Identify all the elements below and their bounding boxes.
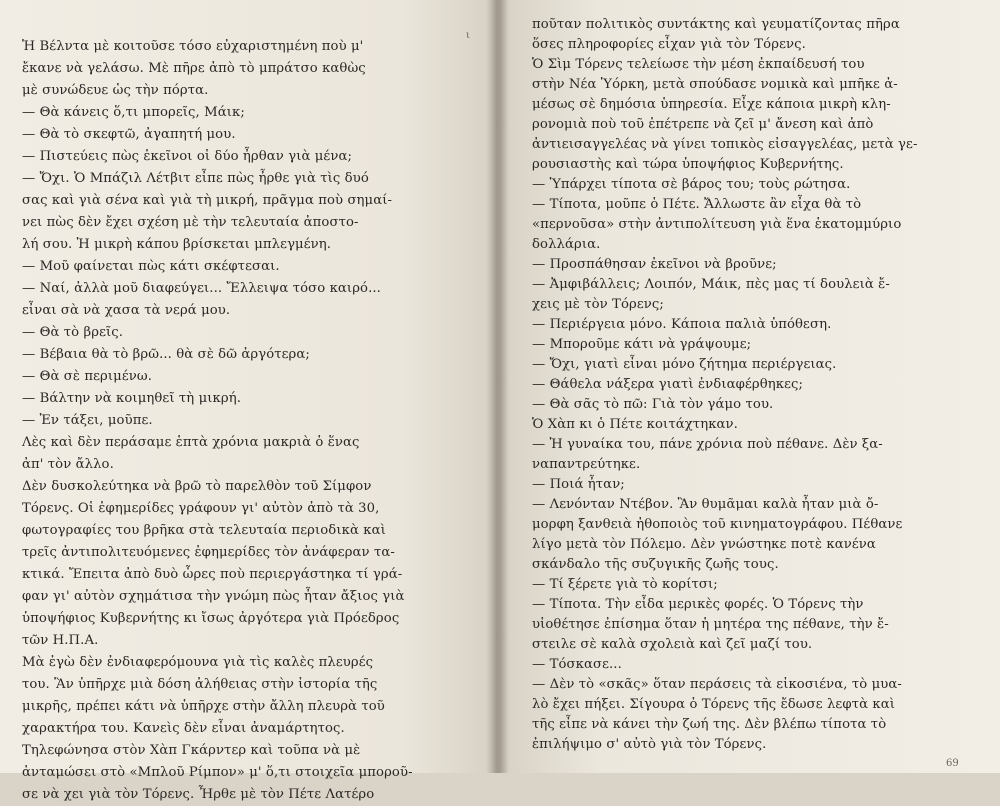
text-line: ἀπ' τὸν ἄλλο. <box>22 457 114 472</box>
text-line: ρουσιαστὴς καὶ τώρα ὑποψήφιος Κυβερνήτης. <box>532 157 844 172</box>
text-line: — Ὑπάρχει τίποτα σὲ βάρος του; τοὺς ρώτησα. <box>532 177 851 192</box>
text-line: — Περιέργεια μόνο. Κάποια παλιὰ ὑπόθεση. <box>532 317 832 332</box>
text-line: λή σου. Ἡ μικρὴ κάπου βρίσκεται μπλεγμένη. <box>22 237 332 252</box>
left-page <box>0 0 488 802</box>
text-line: εἶναι σὰ νὰ χασα τὰ νερά μου. <box>22 303 231 318</box>
text-line: «περνοῦσα» στὴν ἀντιπολίτευση γιὰ ἕνα ἑκατομμύριο <box>532 217 902 232</box>
text-line: λίγο μετὰ τὸν Πόλεμο. Δὲν γνώστηκε ποτὲ κανένα <box>532 537 876 552</box>
text-line: — Μποροῦμε κάτι νὰ γράψουμε; <box>532 337 752 352</box>
text-line: φωτογραφίες του βρῆκα στὰ τελευταία περιοδικὰ καὶ <box>22 523 386 538</box>
text-line: Ἡ Βέλντα μὲ κοιτοῦσε τόσο εὐχαριστημένη ποὺ μ' <box>22 39 364 54</box>
text-line: λὸ ἔχει πήξει. Σίγουρα ὁ Τόρενς τῆς ἔδωσε λεφτὰ καὶ <box>532 697 896 712</box>
text-line: χεις μὲ τὸν Τόρενς; <box>532 297 664 312</box>
text-line: Ὁ Σὶμ Τόρενς τελείωσε τὴν μέση ἐκπαίδευσή του <box>532 57 865 72</box>
text-line: σκάνδαλο τῆς συζυγικῆς ζωῆς τους. <box>532 557 779 572</box>
text-line: ρονομιὰ ποὺ τοῦ ἐπέτρεπε νὰ ζεῖ μ' ἄνεση καὶ ἀπὸ <box>532 117 874 132</box>
text-line: — Ὄχι, γιατὶ εἶναι μόνο ζήτημα περιέργειας. <box>532 357 837 372</box>
text-line: — Τόσκασε... <box>532 657 622 672</box>
text-line: — Ἐν τάξει, μοῦπε. <box>22 413 153 428</box>
text-line: του. Ἂν ὑπῆρχε μιὰ δόση ἀλήθειας στὴν ἱστορία τῆς <box>22 677 378 692</box>
text-line: — Τίποτα. Τὴν εἶδα μερικὲς φορές. Ὁ Τόρενς τὴν <box>532 597 864 612</box>
text-line: Δὲν δυσκολεύτηκα νὰ βρῶ τὸ παρελθὸν τοῦ Σίμφον <box>22 479 372 494</box>
text-line: ἀντιεισαγγελέας νὰ γίνει τοπικὸς εἰσαγγελέας, μετὰ γε- <box>532 137 918 152</box>
text-line: στὴν Νέα Ὑόρκη, μετὰ σπούδασε νομικὰ καὶ μπῆκε ἀ- <box>532 77 898 92</box>
text-line: τρεῖς ἀντιπολιτευόμενες ἐφημερίδες τὸν ἀνάφεραν τα- <box>22 545 395 560</box>
text-line: Λὲς καὶ δὲν περάσαμε ἑπτὰ χρόνια μακριὰ ὁ ἕνας <box>22 435 360 450</box>
text-line: τῆς εἶπε νὰ κάνει τὴν ζωή της. Δὲν βλέπω τίποτα τὸ <box>532 717 887 732</box>
text-line: — Ναί, ἀλλὰ μοῦ διαφεύγει... Ἔλλειψα τόσο καιρό... <box>22 281 381 296</box>
text-line: — Θὰ τὸ σκεφτῶ, ἀγαπητή μου. <box>22 127 236 142</box>
text-line: — Προσπάθησαν ἐκεῖνοι νὰ βροῦνε; <box>532 257 777 272</box>
text-line: — Θὰ τὸ βρεῖς. <box>22 325 124 340</box>
text-line: ἔκανε νὰ γελάσω. Μὲ πῆρε ἀπὸ τὸ μπράτσο καθὼς <box>22 61 366 76</box>
text-line: ναπαντρεύτηκε. <box>532 457 641 472</box>
text-line: — Λενόνταν Ντέβον. Ἂν θυμᾶμαι καλὰ ἦταν μιὰ ὄ- <box>532 497 879 512</box>
text-line: δολλάρια. <box>532 237 601 252</box>
text-line: — Ἡ γυναίκα του, πάνε χρόνια ποὺ πέθανε. Δὲν ξα- <box>532 437 883 452</box>
text-line: — Θάθελα νάξερα γιατὶ ἐνδιαφέρθηκες; <box>532 377 804 392</box>
text-line: Τηλεφώνησα στὸν Χὰπ Γκάρντερ καὶ τοῦπα νὰ μὲ <box>22 743 361 758</box>
text-line: υἱοθέτησε ἐπίσημα ὅταν ἡ μητέρα της πέθανε, τὴν ἔ- <box>532 617 889 632</box>
text-line: κτικά. Ἔπειτα ἀπὸ δυὸ ὧρες ποὺ περιεργάστηκα τί γρά- <box>22 567 403 582</box>
text-line: — Δὲν τὸ «σκᾶς» ὅταν περάσεις τὰ εἰκοσιένα, τὸ μυα- <box>532 677 902 692</box>
text-line: Μὰ ἐγὼ δὲν ἐνδιαφερόμουνα γιὰ τὶς καλὲς πλευρές <box>22 655 374 670</box>
text-line: μικρῆς, πρέπει κάτι νὰ ὑπῆρχε στὴν ἄλλη πλευρὰ τοῦ <box>22 699 385 714</box>
text-line: ὑποψήφιος Κυβερνήτης κι ἴσως ἀργότερα γιὰ Πρόεδρος <box>22 611 400 626</box>
text-line: μὲ συνώδευε ὡς τὴν πόρτα. <box>22 83 209 98</box>
text-line: — Βέβαια θὰ τὸ βρῶ... θὰ σὲ δῶ ἀργότερα; <box>22 347 310 362</box>
text-line: Τόρενς. Οἱ ἐφημερίδες γράφουν γι' αὐτὸν ἀπὸ τὰ 30, <box>22 501 380 516</box>
text-line: τῶν Η.Π.Α. <box>22 633 99 648</box>
text-line: νει πὼς δὲν ἔχει σχέση μὲ τὴν τελευταία ἀποστο- <box>22 215 359 230</box>
text-line: — Πιστεύεις πὼς ἐκεῖνοι οἱ δύο ἦρθαν γιὰ μένα; <box>22 149 353 164</box>
right-page <box>466 0 1000 773</box>
text-line: φαν γι' αὐτὸν σχημάτισα τὴν γνώμη πὼς ἦταν ἄξιος γιὰ <box>22 589 405 604</box>
text-line: ποῦταν πολιτικὸς συντάκτης καὶ γευματίζοντας πῆρα <box>532 17 900 32</box>
text-line: — Μοῦ φαίνεται πὼς κάτι σκέφτεσαι. <box>22 259 280 274</box>
corner-mark: ι <box>466 30 470 41</box>
text-line: σε νὰ χει γιὰ τὸν Τόρενς. Ἦρθε μὲ τὸν Πέτε Λατέρο <box>22 787 375 802</box>
text-line: — Ὄχι. Ὁ Μπάζιλ Λέτβιτ εἶπε πὼς ἦρθε γιὰ τὶς δυό <box>22 171 369 186</box>
text-line: ἀνταμώσει στὸ «Μπλοῦ Ρίμπον» μ' ὅ,τι στοιχεῖα μποροῦ- <box>22 765 413 780</box>
text-line: — Τί ξέρετε γιὰ τὸ κορίτσι; <box>532 577 718 592</box>
text-line: μέσως σὲ δημόσια ὑπηρεσία. Εἶχε κάποια μικρὴ κλη- <box>532 97 891 112</box>
page-number: 69 <box>946 758 959 769</box>
text-line: — Ποιά ἦταν; <box>532 477 625 492</box>
text-line: ἐπιλήψιμο σ' αὐτὸ γιὰ τὸν Τόρενς. <box>532 737 767 752</box>
text-line: στειλε σὲ καλὰ σχολειὰ καὶ ζεῖ μαζί του. <box>532 637 813 652</box>
text-line: Ὁ Χὰπ κι ὁ Πέτε κοιτάχτηκαν. <box>532 417 738 432</box>
text-line: — Ἀμφιβάλλεις; Λοιπόν, Μάικ, πὲς μας τί δουλειὰ ἔ- <box>532 277 890 292</box>
text-line: — Θὰ σᾶς τὸ πῶ: Γιὰ τὸν γάμο του. <box>532 397 774 412</box>
text-line: — Βάλτην νὰ κοιμηθεῖ τὴ μικρή. <box>22 391 242 406</box>
text-line: — Θὰ κάνεις ὅ,τι μπορεῖς, Μάικ; <box>22 105 245 120</box>
text-line: χαρακτήρα του. Κανεὶς δὲν εἶναι ἀναμάρτητος. <box>22 721 345 736</box>
book-gutter <box>486 0 508 773</box>
text-line: — Τίποτα, μοῦπε ὁ Πέτε. Ἄλλωστε ἂν εἶχα θὰ τὸ <box>532 197 862 212</box>
text-line: — Θὰ σὲ περιμένω. <box>22 369 153 384</box>
text-line: σας καὶ γιὰ σένα καὶ γιὰ τὴ μικρή, πρᾶγμα ποὺ σημαί- <box>22 193 393 208</box>
text-line: ὅσες πληροφορίες εἶχαν γιὰ τὸν Τόρενς. <box>532 37 806 52</box>
text-line: μορφη ξανθειὰ ἠθοποιὸς τοῦ κινηματογράφου. Πέθανε <box>532 517 903 532</box>
